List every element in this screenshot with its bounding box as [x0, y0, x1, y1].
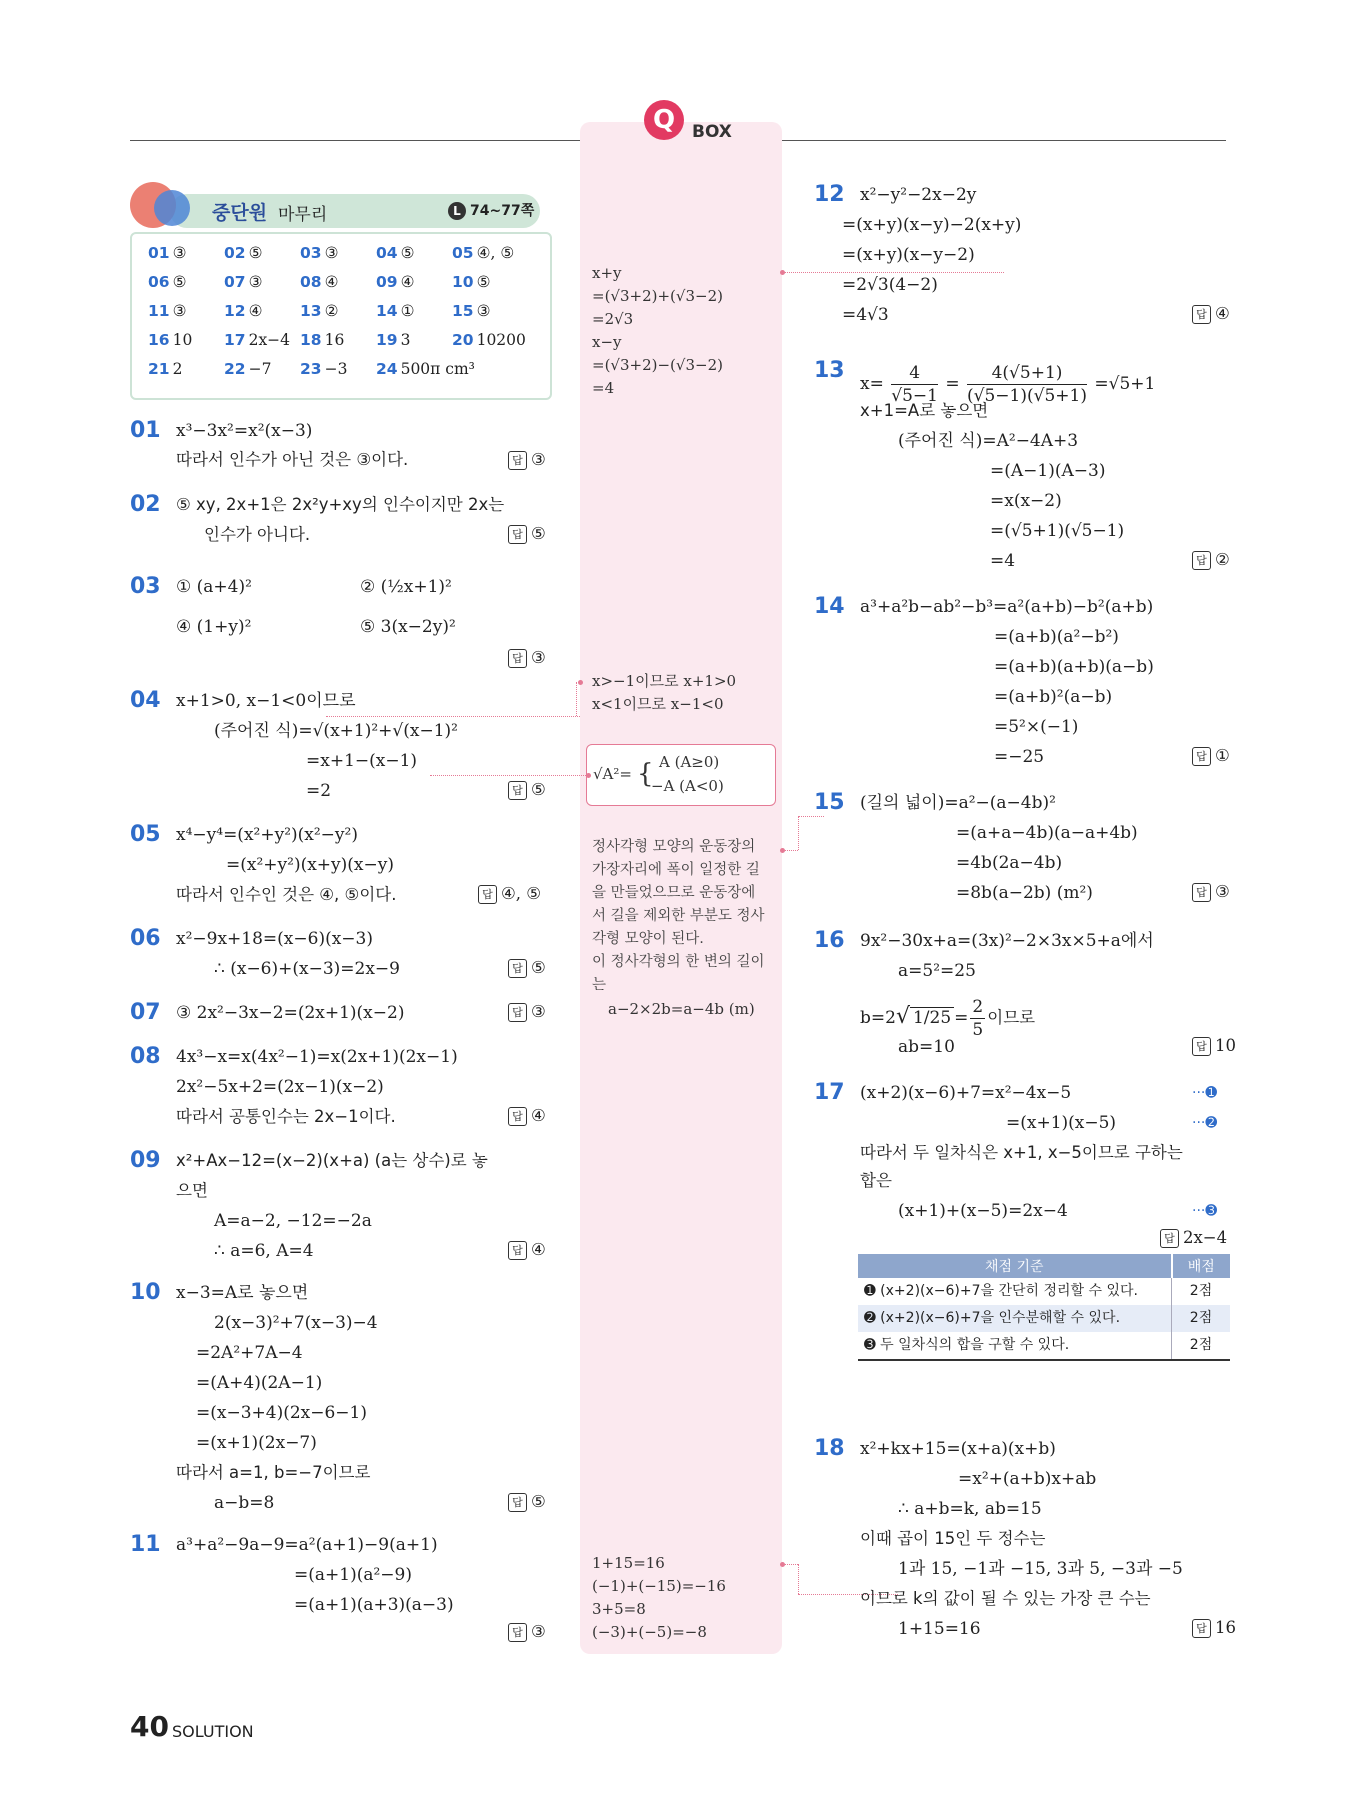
problem-number: 01	[130, 418, 161, 443]
page-number: 40	[130, 1710, 169, 1743]
math-line: ∴ a=6, A=4	[214, 1241, 314, 1261]
math-line: (길의 넓이)=a²−(a−4b)²	[860, 793, 1056, 813]
text-line: 따라서 공통인수는 2x−1이다.	[176, 1107, 396, 1126]
leader-dot	[586, 773, 591, 778]
note-line: 을 만들었으므로 운동장에	[592, 885, 756, 901]
note-line: (−1)+(−15)=−16	[592, 1577, 726, 1595]
math-line: =(a+a−4b)(a−a+4b)	[956, 823, 1138, 843]
problem-number: 15	[814, 790, 845, 815]
problem-number: 02	[130, 492, 161, 517]
note-line: 는	[592, 977, 607, 993]
math-line: a=5²=25	[898, 961, 976, 981]
note-sqrt-box: √A²= { A (A≥0) −A (A<0)	[586, 744, 776, 806]
answer-mark: 답 ④	[1192, 304, 1230, 324]
problem-number: 04	[130, 688, 161, 713]
math-line: 2x²−5x+2=(2x−1)(x−2)	[176, 1077, 384, 1097]
math-line: =(a+b)(a+b)(a−b)	[994, 657, 1154, 677]
math-line: x³−3x²=x²(x−3)	[176, 421, 313, 441]
math-line: (x+2)(x−6)+7=x²−4x−5	[860, 1083, 1072, 1103]
sqrt-sign: √	[895, 1004, 910, 1029]
step-marker: ···➌	[1192, 1203, 1218, 1219]
math-line: a³+a²−9a−9=a²(a+1)−9(a+1)	[176, 1535, 438, 1555]
answer-item: 13 ②	[300, 302, 339, 320]
answer-mark: 답 ③	[508, 450, 546, 470]
problem-number: 13	[814, 358, 845, 383]
math-line: =(A−1)(A−3)	[990, 461, 1106, 481]
math-line: =4	[990, 551, 1016, 571]
note-line: x+y	[592, 264, 622, 282]
text-line: x+1=A로 놓으면	[860, 401, 989, 420]
leader-line	[798, 816, 799, 850]
text-line: x²+Ax−12=(x−2)(x+a) (a는 상수)로 놓	[176, 1151, 488, 1170]
answer-mark: 답 2x−4	[1160, 1228, 1227, 1248]
math-line: x²−9x+18=(x−6)(x−3)	[176, 929, 373, 949]
note-line: (−3)+(−5)=−8	[592, 1623, 707, 1641]
section-pages: L 74~77쪽	[448, 200, 534, 220]
section-subtitle: 마무리	[278, 205, 328, 225]
answer-item: 05 ④, ⑤	[452, 244, 515, 262]
math-line: a−b=8	[214, 1493, 275, 1513]
answer-mark: 답 ④	[508, 1106, 546, 1126]
answer-item: 22 −7	[224, 360, 272, 378]
problem-number: 14	[814, 594, 845, 619]
math-line: =4√3	[842, 305, 889, 325]
math-line: b=2√ 1/25 = $\frac{2}{5}$ 이므로	[860, 997, 1036, 1040]
math-line: x+1>0, x−1<0이므로	[176, 691, 356, 711]
q-badge: Q	[644, 100, 684, 140]
leader-line	[782, 850, 798, 851]
answer-mark: 답 ①	[1192, 746, 1230, 766]
math-line: x²+kx+15=(x+a)(x+b)	[860, 1439, 1056, 1459]
answer-item: 01 ③	[148, 244, 187, 262]
note-xy	[592, 262, 723, 400]
answer-item: 08 ④	[300, 273, 339, 291]
answer-item: 07 ③	[224, 273, 263, 291]
answer-mark: 답 ③	[508, 1622, 546, 1642]
math-line: x−3=A로 놓으면	[176, 1283, 309, 1303]
answer-item: 21 2	[148, 360, 183, 378]
math-line: =x²+(a+b)x+ab	[958, 1469, 1097, 1489]
problem-number: 06	[130, 926, 161, 951]
answer-item: 03 ③	[300, 244, 339, 262]
leader-dot	[578, 680, 583, 685]
math-line: (주어진 식)=A²−4A+3	[898, 431, 1079, 451]
answer-item: 14 ①	[376, 302, 415, 320]
note-line: 정사각형 모양의 운동장의	[592, 839, 756, 855]
leader-line	[430, 775, 586, 776]
note-line: 3+5=8	[592, 1600, 646, 1618]
table-row: ➌ 두 일차식의 합을 구할 수 있다. 2점	[858, 1332, 1230, 1360]
step-marker: ···➋	[1192, 1115, 1218, 1131]
math-line: =(x+1)(2x−7)	[196, 1433, 317, 1453]
answer-item: 06 ⑤	[148, 273, 187, 291]
math-line: x²−y²−2x−2y	[860, 185, 977, 205]
math-line: =(a+b)(a²−b²)	[994, 627, 1119, 647]
math-line: ④ (1+y)²	[176, 617, 252, 637]
note-line: 각형 모양이 된다.	[592, 931, 704, 947]
note-line: 서 길을 제외한 부분도 정사	[592, 908, 765, 924]
note-line: =(√3+2)+(√3−2)	[592, 287, 723, 305]
answer-item: 12 ④	[224, 302, 263, 320]
leader-line	[798, 816, 824, 817]
answer-mark: 답 ②	[1192, 550, 1230, 570]
math-line: 2(x−3)²+7(x−3)−4	[214, 1313, 378, 1333]
problem-number: 07	[130, 1000, 161, 1025]
answer-item: 19 3	[376, 331, 411, 349]
answer-mark: 답 ⑤	[508, 958, 546, 978]
scoring-table	[858, 1254, 1230, 1361]
math-line: =4b(2a−4b)	[956, 853, 1063, 873]
scoring-header-points: 배점	[1172, 1254, 1231, 1278]
math-line: =(x+1)(x−5)	[1006, 1113, 1117, 1133]
answer-mark: 답 ⑤	[508, 1492, 546, 1512]
q-box-label: BOX	[692, 122, 732, 142]
text-line: 따라서 인수인 것은 ④, ⑤이다.	[176, 885, 397, 904]
section-header	[130, 182, 550, 230]
leader-line	[576, 682, 577, 716]
note-square-field	[592, 836, 765, 997]
math-line: =x+1−(x−1)	[306, 751, 418, 771]
math-line: ∴ (x−6)+(x−3)=2x−9	[214, 959, 400, 979]
math-line: =(x²+y²)(x+y)(x−y)	[226, 855, 394, 875]
problem-number: 03	[130, 574, 161, 599]
math-line: ③ 2x²−3x−2=(2x+1)(x−2)	[176, 1003, 405, 1023]
text-line: 합은	[860, 1171, 892, 1190]
math-line: ① (a+4)²	[176, 577, 252, 597]
note-line: 1+15=16	[592, 1554, 665, 1572]
note-line: =4	[592, 379, 615, 397]
math-line: x= $\frac{4}{√5-1}$ = $\frac{4(√5+1)}{(√5-1)(√5+1)}$ =√5+1	[860, 363, 1156, 406]
answer-item: 15 ③	[452, 302, 491, 320]
text-line: 따라서 인수가 아닌 것은 ③이다.	[176, 450, 409, 469]
math-line: 1+15=16	[898, 1619, 981, 1639]
math-line: =(a+1)(a²−9)	[294, 1565, 412, 1585]
answer-item: 17 2x−4	[224, 331, 291, 349]
math-line: =(x−3+4)(2x−6−1)	[196, 1403, 368, 1423]
problem-number: 17	[814, 1080, 845, 1105]
math-line: =(√5+1)(√5−1)	[990, 521, 1125, 541]
problem-number: 08	[130, 1044, 161, 1069]
answer-mark: 답 ③	[1192, 882, 1230, 902]
math-line: =−25	[994, 747, 1045, 767]
text-line: 으면	[176, 1181, 208, 1200]
problem-number: 12	[814, 182, 845, 207]
note-line: x>−1이므로 x+1>0	[592, 672, 737, 690]
section-circle-icon-2	[154, 190, 190, 226]
answer-item: 04 ⑤	[376, 244, 415, 262]
text-line: ⑤ xy, 2x+1은 2x²y+xy의 인수이지만 2x는	[176, 495, 505, 514]
leader-line	[782, 1564, 798, 1565]
math-line: =x(x−2)	[990, 491, 1062, 511]
math-line: =(A+4)(2A−1)	[196, 1373, 323, 1393]
math-line: 1과 15, −1과 −15, 3과 5, −3과 −5	[898, 1559, 1183, 1579]
text-line: 따라서 a=1, b=−7이므로	[176, 1463, 371, 1482]
leader-line	[798, 1564, 799, 1594]
problem-number: 11	[130, 1532, 161, 1557]
problem-number: 10	[130, 1280, 161, 1305]
math-line: (x+1)+(x−5)=2x−4	[898, 1201, 1068, 1221]
math-line: =8b(a−2b) (m²)	[956, 883, 1093, 903]
text-line: 인수가 아니다.	[204, 525, 311, 544]
note-side-length: a−2×2b=a−4b (m)	[608, 1000, 755, 1018]
footer-label: SOLUTION	[172, 1722, 254, 1741]
math-line: 4x³−x=x(4x²−1)=x(2x+1)(2x−1)	[176, 1047, 458, 1067]
math-line: ab=10	[898, 1037, 955, 1057]
problem-number: 09	[130, 1148, 161, 1173]
math-line: 9x²−30x+a=(3x)²−2×3x×5+a에서	[860, 931, 1154, 951]
note-line: =2√3	[592, 310, 634, 328]
answer-item: 02 ⑤	[224, 244, 263, 262]
math-line: A=a−2, −12=−2a	[214, 1211, 372, 1231]
answer-item: 23 −3	[300, 360, 348, 378]
math-line: a³+a²b−ab²−b³=a²(a+b)−b²(a+b)	[860, 597, 1154, 617]
brace: {	[637, 759, 654, 789]
note-line: 이 정사각형의 한 변의 길이	[592, 954, 765, 970]
problem-number: 05	[130, 822, 161, 847]
answer-mark: 답 ⑤	[508, 780, 546, 800]
answer-item: 10 ⑤	[452, 273, 491, 291]
math-line: =2√3(4−2)	[842, 275, 938, 295]
math-line: =2	[306, 781, 332, 801]
answer-item: 18 16	[300, 331, 345, 349]
leader-line	[782, 272, 1004, 273]
math-line: (주어진 식)=√(x+1)²+√(x−1)²	[214, 721, 458, 741]
answer-item: 24 500π cm³	[376, 360, 475, 378]
math-line: =(a+b)²(a−b)	[994, 687, 1113, 707]
step-marker: ···➊	[1192, 1085, 1218, 1101]
math-line: ⑤ 3(x−2y)²	[360, 617, 456, 637]
note-line: =(√3+2)−(√3−2)	[592, 356, 723, 374]
fraction: $\frac{4}{√5-1}$	[891, 363, 938, 406]
answer-grid	[130, 232, 552, 400]
answer-mark: 답 ③	[508, 648, 546, 668]
fraction: $\frac{4(√5+1)}{(√5-1)(√5+1)}$	[967, 363, 1087, 406]
answer-item: 16 10	[148, 331, 193, 349]
math-line: =(x+y)(x−y−2)	[842, 245, 975, 265]
answer-mark: 답 ④, ⑤	[478, 884, 541, 904]
problem-number: 16	[814, 928, 845, 953]
fraction: $\frac{2}{5}$	[972, 997, 984, 1040]
note-sums	[592, 1552, 726, 1644]
answer-item: 11 ③	[148, 302, 187, 320]
note-line: x−y	[592, 333, 622, 351]
problem-number: 18	[814, 1436, 845, 1461]
table-row: ➊ (x+2)(x−6)+7을 간단히 정리할 수 있다. 2점	[858, 1278, 1230, 1305]
answer-mark: 답 ④	[508, 1240, 546, 1260]
math-line: x⁴−y⁴=(x²+y²)(x²−y²)	[176, 825, 358, 845]
math-line: =(a+1)(a+3)(a−3)	[294, 1595, 454, 1615]
note-line: 가장자리에 폭이 일정한 길	[592, 862, 760, 878]
note-line: x<1이므로 x−1<0	[592, 695, 724, 713]
answer-mark: 답 16	[1192, 1618, 1236, 1638]
answer-mark: 답 10	[1192, 1036, 1236, 1056]
answer-mark: 답 ⑤	[508, 524, 546, 544]
scoring-header-criteria: 채점 기준	[858, 1254, 1172, 1278]
math-line: =(x+y)(x−y)−2(x+y)	[842, 215, 1022, 235]
leader-line	[326, 716, 580, 717]
text-line: 따라서 두 일차식은 x+1, x−5이므로 구하는	[860, 1143, 1183, 1162]
answer-item: 09 ④	[376, 273, 415, 291]
math-line: ∴ a+b=k, ab=15	[898, 1499, 1042, 1519]
math-line: =2A²+7A−4	[196, 1343, 303, 1363]
text-line: 이때 곱이 15인 두 정수는	[860, 1529, 1046, 1548]
answer-item: 20 10200	[452, 331, 526, 349]
section-title: 중단원	[212, 202, 268, 224]
table-row: ➋ (x+2)(x−6)+7을 인수분해할 수 있다. 2점	[858, 1305, 1230, 1332]
page-ref-icon: L	[448, 202, 466, 220]
note-inequality	[592, 670, 736, 716]
answer-mark: 답 ③	[508, 1002, 546, 1022]
math-line: ② (½x+1)²	[360, 577, 452, 597]
math-line: =5²×(−1)	[994, 717, 1079, 737]
text-line: 이므로 k의 값이 될 수 있는 가장 큰 수는	[860, 1589, 1151, 1608]
